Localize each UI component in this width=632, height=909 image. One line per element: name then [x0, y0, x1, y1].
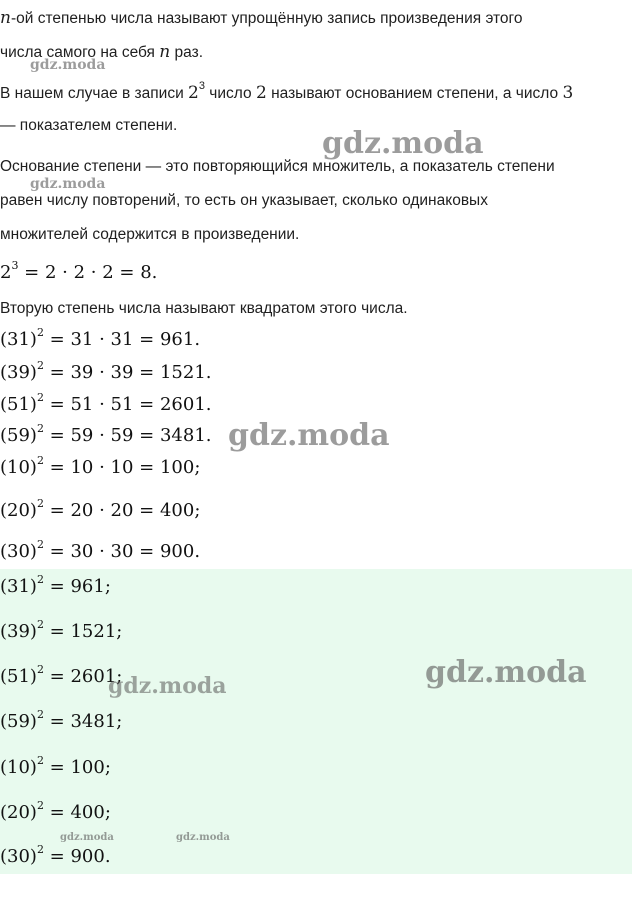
intro-line-5: Основание степени — это повторяющийся множитель, а показатель степени [0, 158, 555, 175]
example-base: 2 [0, 262, 12, 283]
calc-rest: = 59 · 59 = 3481. [43, 425, 212, 446]
calc-base: (51) [0, 394, 37, 415]
answer-exponent: 2 [36, 663, 44, 676]
var-n: n [159, 42, 171, 62]
watermark: gdz.moda [108, 673, 227, 699]
power-exponent: 3 [198, 80, 205, 92]
calc-rest: = 51 · 51 = 2601. [43, 394, 212, 415]
example-power [0, 261, 157, 285]
answer-base: (30) [0, 846, 37, 867]
answer-base: (10) [0, 757, 37, 778]
answer-exponent: 2 [36, 754, 44, 767]
calc-base: (30) [0, 541, 37, 562]
answer-base: (31) [0, 576, 37, 597]
answer-row [0, 756, 111, 780]
answer-exponent: 2 [36, 708, 44, 721]
number-three: 3 [562, 83, 574, 103]
watermark: gdz.moda [60, 832, 114, 843]
answer-base: (20) [0, 802, 37, 823]
calc-rest: = 31 · 31 = 961. [43, 329, 201, 350]
answer-base: (51) [0, 666, 37, 687]
answer-row [0, 845, 111, 869]
number-two: 2 [255, 83, 267, 103]
power-base: 2 [188, 83, 199, 103]
calc-rest: = 10 · 10 = 100; [43, 457, 201, 478]
calc-row [0, 499, 200, 523]
answer-row [0, 801, 111, 825]
square-definition: Вторую степень числа называют квадратом этого числа. [0, 300, 408, 317]
calc-exponent: 2 [36, 359, 44, 372]
calc-exponent: 2 [36, 422, 44, 435]
calc-exponent: 2 [36, 538, 44, 551]
intro-line-6: равен числу повторений, то есть он указывает, сколько одинаковых [0, 192, 488, 209]
answer-rest: = 900. [43, 846, 111, 867]
example-exponent: 3 [11, 259, 19, 272]
answer-exponent: 2 [36, 843, 44, 856]
answer-rest: = 961; [43, 576, 111, 597]
calc-rest: = 30 · 30 = 900. [43, 541, 201, 562]
calc-exponent: 2 [36, 497, 44, 510]
calc-row [0, 328, 200, 352]
calc-base: (10) [0, 457, 37, 478]
calc-row [0, 456, 200, 480]
intro-line-2-end: раз. [170, 44, 204, 61]
answer-row [0, 710, 122, 734]
var-n: n [0, 8, 11, 28]
calc-rest: = 39 · 39 = 1521. [43, 362, 212, 383]
calc-row [0, 540, 200, 564]
calc-rest: = 20 · 20 = 400; [43, 500, 201, 521]
watermark: gdz.moda [228, 418, 390, 453]
intro-line-3-b: число [205, 85, 256, 102]
intro-line-7: множителей содержится в произведении. [0, 226, 300, 243]
watermark: gdz.moda [322, 126, 484, 161]
watermark: gdz.moda [425, 655, 587, 690]
watermark: gdz.moda [30, 176, 106, 192]
calc-exponent: 2 [36, 326, 44, 339]
answer-exponent: 2 [36, 799, 44, 812]
answer-rest: = 100; [43, 757, 111, 778]
intro-line-4: — показателем степени. [0, 117, 178, 134]
watermark: gdz.moda [176, 832, 230, 843]
intro-line-1 [0, 8, 523, 29]
calc-row [0, 424, 212, 448]
calc-exponent: 2 [36, 391, 44, 404]
answer-row [0, 620, 122, 644]
watermark: gdz.moda [30, 57, 106, 73]
answer-rest: = 1521; [43, 621, 123, 642]
answer-base: (59) [0, 711, 37, 732]
answer-base: (39) [0, 621, 37, 642]
intro-line-3 [0, 80, 574, 104]
answer-rest: = 3481; [43, 711, 123, 732]
calc-base: (31) [0, 329, 37, 350]
calc-base: (20) [0, 500, 37, 521]
answer-exponent: 2 [36, 573, 44, 586]
calc-exponent: 2 [36, 454, 44, 467]
answer-rest: = 2601; [43, 666, 123, 687]
answer-row [0, 575, 111, 599]
answer-row [0, 665, 122, 689]
calc-row [0, 361, 212, 385]
answer-rest: = 400; [43, 802, 111, 823]
intro-line-1-text: -ой степенью числа называют упрощённую запись произведения этого [10, 10, 523, 27]
calc-base: (59) [0, 425, 37, 446]
answer-exponent: 2 [36, 618, 44, 631]
intro-line-2-text: числа самого на себя [0, 44, 160, 61]
example-rest: = 2 · 2 · 2 = 8. [18, 262, 158, 283]
intro-line-3-c: называют основанием степени, а число [266, 85, 563, 102]
calc-base: (39) [0, 362, 37, 383]
calc-row [0, 393, 212, 417]
intro-line-3-a: В нашем случае в записи [0, 85, 189, 102]
